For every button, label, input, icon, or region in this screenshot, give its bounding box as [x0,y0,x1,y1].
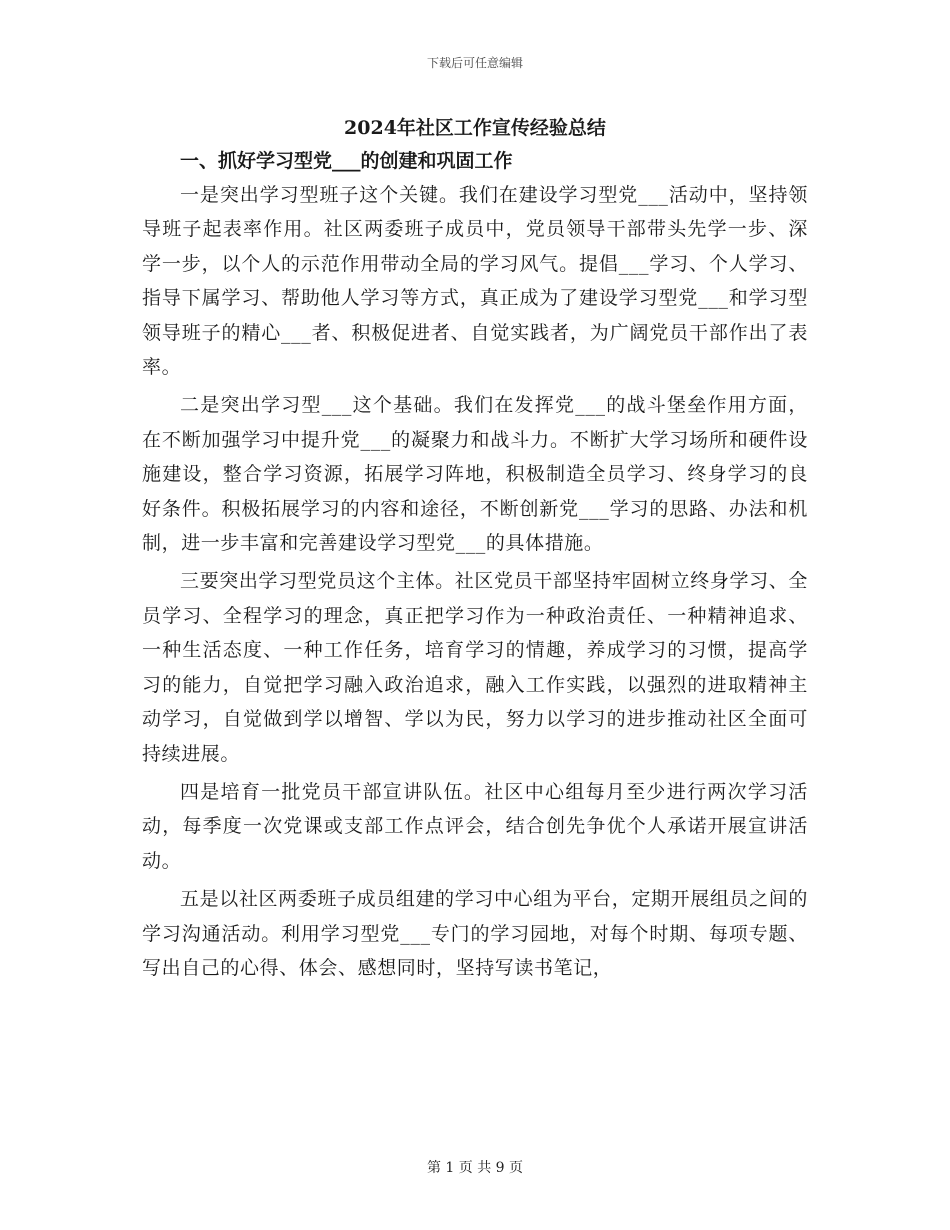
document-title: 2024年社区工作宣传经验总结 [344,117,606,139]
section-heading: 一、抓好学习型党___的创建和巩固工作 [180,150,513,172]
paragraph-5: 五是以社区两委班子成员组建的学习中心组为平台，定期开展组员之间的学习沟通活动。利用学习型党___专门的学习园地，对每个时期、每项专题、写出自己的心得、体会、感想同时，坚持写读书笔记， [142,888,808,979]
paragraph-1: 一是突出学习型班子这个关键。我们在建设学习型党___活动中，坚持领导班子起表率作用。社区两委班子成员中，党员领导干部带头先学一步、深学一步，以个人的示范作用带动全局的学习风气。提倡___学习、个人学习、指导下属学习、帮助他人学习等方式，真正成为了建设学习型党___和学习型领导班子的精心___者、积极促进者、自觉实践者，为广阔党员干部作出了表率。 [142,184,808,379]
page-header-note: 下载后可任意编辑 [426,56,523,70]
paragraph-2: 二是突出学习型___这个基础。我们在发挥党___的战斗堡垒作用方面，在不断加强学习中提升党___的凝聚力和战斗力。不断扩大学习场所和硬件设施建设，整合学习资源，拓展学习阵地，积极制造全员学习、终身学习的良好条件。积极拓展学习的内容和途径，不断创新党___学习的思路、办法和机制，进一步丰富和完善建设学习型党___的具体措施。 [142,394,808,555]
paragraph-3: 三要突出学习型党员这个主体。社区党员干部坚持牢固树立终身学习、全员学习、全程学习的理念，真正把学习作为一种政治责任、一种精神追求、一种生活态度、一种工作任务，培育学习的情趣，养成学习的习惯，提高学习的能力，自觉把学习融入政治追求，融入工作实践，以强烈的进取精神主动学习，自觉做到学以增智、学以为民，努力以学习的进步推动社区全面可持续进展。 [142,570,808,765]
page-number: 第 1 页 共 9 页 [426,1160,524,1176]
document-body [142,112,808,985]
paragraph-4: 四是培育一批党员干部宣讲队伍。社区中心组每月至少进行两次学习活动，每季度一次党课或支部工作点评会，结合创先争优个人承诺开展宣讲活动。 [142,780,808,872]
